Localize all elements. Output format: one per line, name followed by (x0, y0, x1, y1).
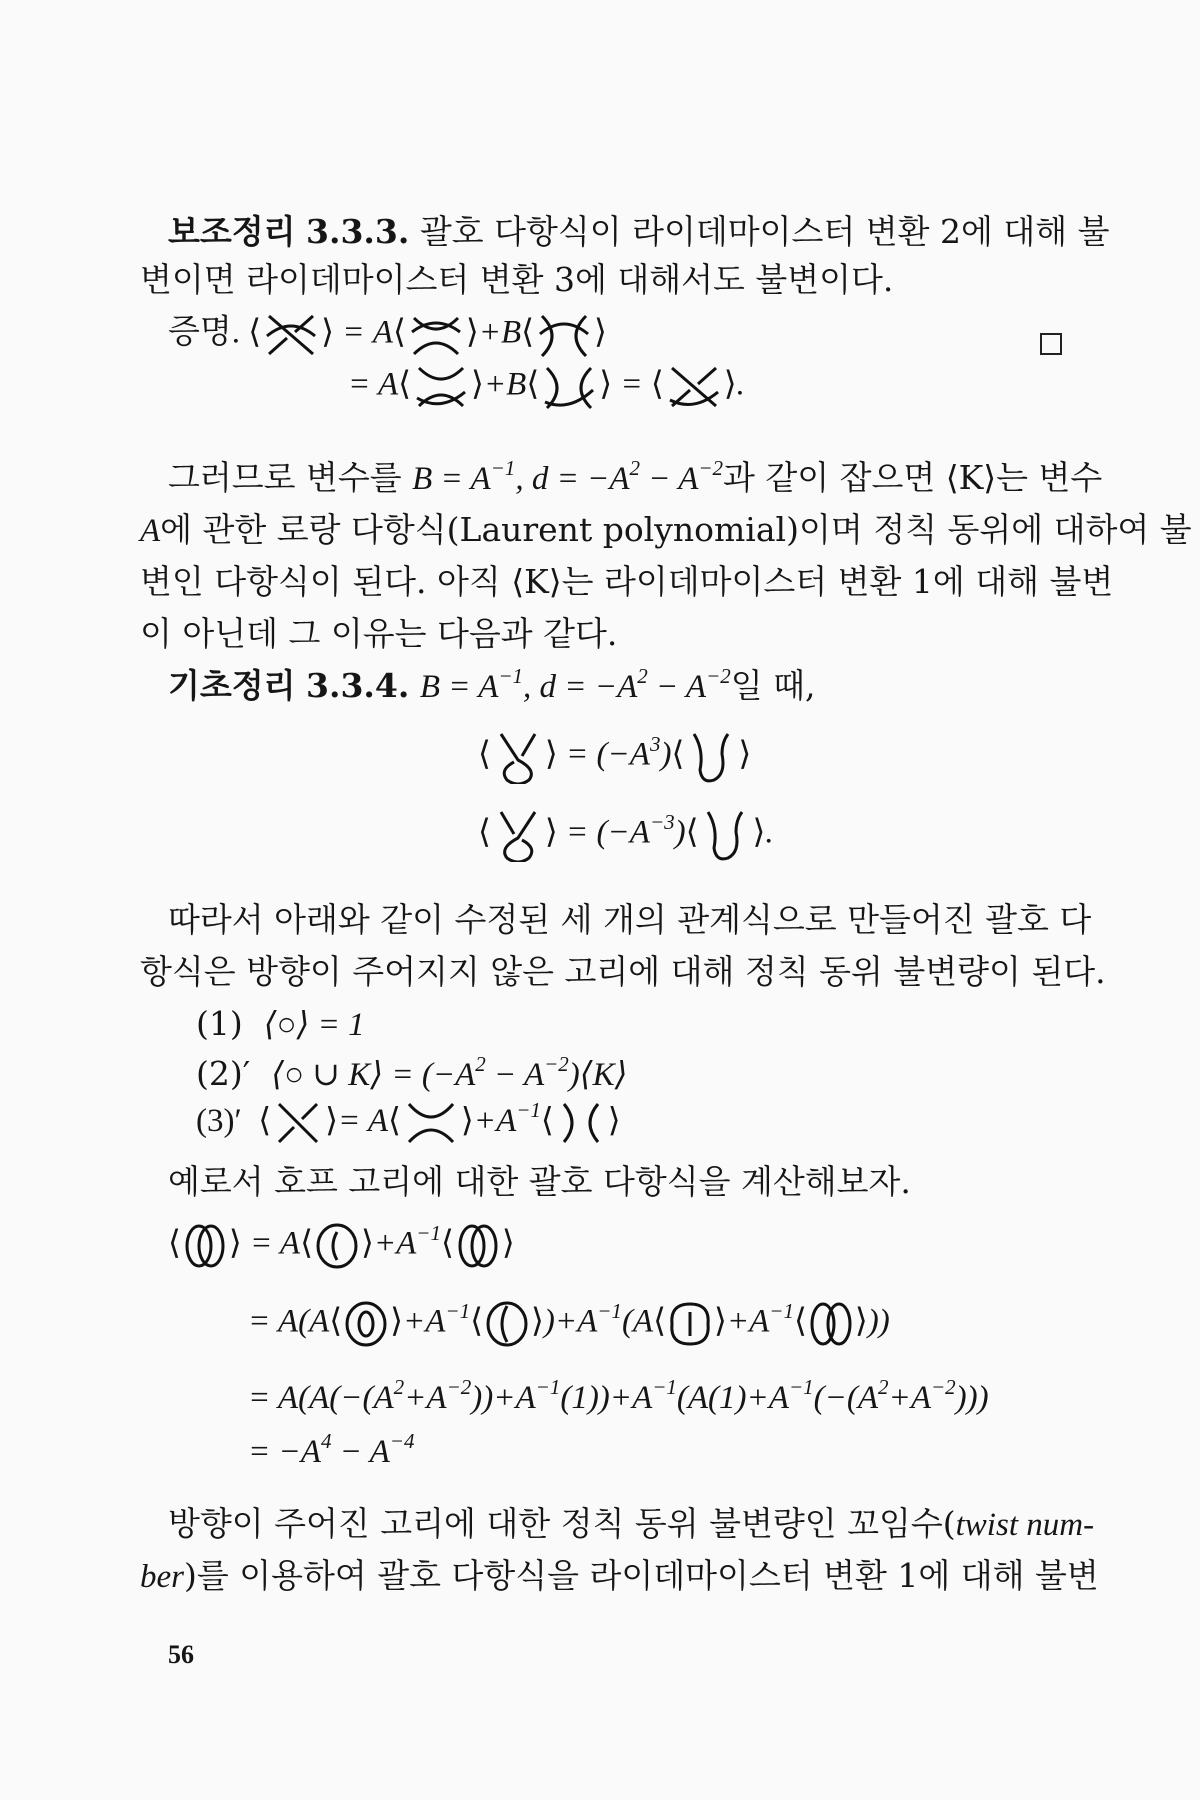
arc2-diagram-icon (700, 808, 750, 862)
example-intro: 예로서 호프 고리에 대한 괄호 다항식을 계산해보자. (168, 1162, 911, 1201)
crossing2-diagram-icon (666, 362, 722, 412)
para1-line-3: 변인 다항식이 된다. 아직 ⟨K⟩는 라이데마이스터 변환 1에 대해 불변 (140, 562, 1114, 601)
lemma-line-2: 변이면 라이데마이스터 변환 3에 대해서도 불변이다. (140, 260, 894, 299)
example-eq-3: = $A(A(-(A^2+A^{-2}))+A^{-1}(1))+A^{-1}(A(1)+A^{-1}(-(A^2+A^{-2})))$ (248, 1375, 989, 1416)
hopf-link-icon (183, 1222, 227, 1270)
hopf-smoothing-a-icon (315, 1222, 359, 1270)
state-diagram-2-icon (485, 1300, 529, 1348)
proof-eq-1: 증명. ⟨ ⟩ = A⟨ ⟩+B⟨ ⟩ (168, 310, 607, 360)
para3-line-1: 방향이 주어진 고리에 대한 정칙 동위 불변량인 꼬임수(twist num- (168, 1504, 1095, 1543)
lemma-line-1 (168, 212, 1110, 252)
relation-1: (1) ⟨○⟩ = 1 (196, 1004, 365, 1043)
example-eq-2: = A(A⟨ $⟩+A^{-1}⟨$ $⟩)+A^{-1}(A⟨$ $⟩+A^{-1}⟨$ ⟩)) (248, 1300, 890, 1348)
crossing-diagram-icon (263, 310, 319, 360)
lemma-text-1: 괄호 다항식이 라이데마이스터 변환 2에 대해 불 (419, 212, 1110, 251)
theorem-eq-2: ⟨ ⟩ = $(-A^{-3})⟨$ ⟩. (478, 808, 774, 862)
state-diagram-4-icon (809, 1300, 853, 1348)
theorem-number: 3.3.4. (306, 666, 410, 705)
page-number: 56 (168, 1640, 194, 1669)
lemma-label: 보조정리 (168, 212, 296, 251)
para2-line-2: 항식은 방향이 주어지지 않은 고리에 대해 정칙 동위 불변량이 된다. (140, 952, 1106, 991)
para1-line-4: 이 아닌데 그 이유는 다음과 같다. (140, 614, 618, 653)
relation-2: (2)′ ⟨○ ∪ K⟩ = ($-A^2$ − $A^{-2})⟨K⟩$ (196, 1052, 628, 1093)
arc-diagram-icon (686, 730, 736, 784)
proof-label: 증명. (168, 314, 241, 351)
horizontal-smoothing-icon (403, 1100, 459, 1146)
smoothing-a2-diagram-icon (413, 362, 469, 412)
qed-box (1040, 333, 1062, 355)
smoothing-b2-diagram-icon (541, 362, 597, 412)
state-diagram-1-icon (344, 1300, 388, 1348)
example-eq-4: = $-A^4 - A^{-4}$ (248, 1429, 415, 1470)
proof-eq-2: = A⟨ ⟩+B⟨ ⟩ = ⟨ ⟩. (348, 362, 745, 412)
kink-negative-diagram-icon (493, 808, 543, 862)
smoothing-a-diagram-icon (408, 310, 464, 360)
para3-line-2: ber)를 이용하여 괄호 다항식을 라이데마이스터 변환 1에 대해 불변 (140, 1556, 1099, 1595)
theorem-label: 기초정리 (168, 666, 296, 705)
para1-line-2: A에 관한 로랑 다항식(Laurent polynomial)이며 정칙 동위에 대하여 불 (140, 510, 1192, 549)
relation-3: (3)′ ⟨ ⟩= A⟨ $⟩+A^{-1}⟨$ ⟩ (196, 1100, 621, 1146)
hopf-smoothing-b-icon (456, 1222, 500, 1270)
crossing3-diagram-icon (273, 1100, 323, 1146)
para1-line-1: 그러므로 변수를 $B = A^{-1}$, $d = -A^2 - A^{-2}$과 같이 잡으면 ⟨K⟩는 변수 (168, 456, 1103, 497)
kink-positive-diagram-icon (493, 730, 543, 784)
theorem-line: 기초정리 3.3.4. $B = A^{-1}$, $d = -A^2 - A^{-2}$일 때, (168, 664, 816, 705)
lemma-number: 3.3.3. (306, 212, 410, 251)
para2-line-1: 따라서 아래와 같이 수정된 세 개의 관계식으로 만들어진 괄호 다 (168, 900, 1092, 939)
smoothing-b-diagram-icon (536, 310, 592, 360)
theorem-eq-1: ⟨ ⟩ = $(-A^3)⟨$ ⟩ (478, 730, 751, 784)
example-eq-1: ⟨ ⟩ = A⟨ $⟩+A^{-1}⟨$ ⟩ (168, 1222, 515, 1270)
state-diagram-3-icon (668, 1300, 712, 1348)
vertical-smoothing-icon (556, 1100, 606, 1146)
